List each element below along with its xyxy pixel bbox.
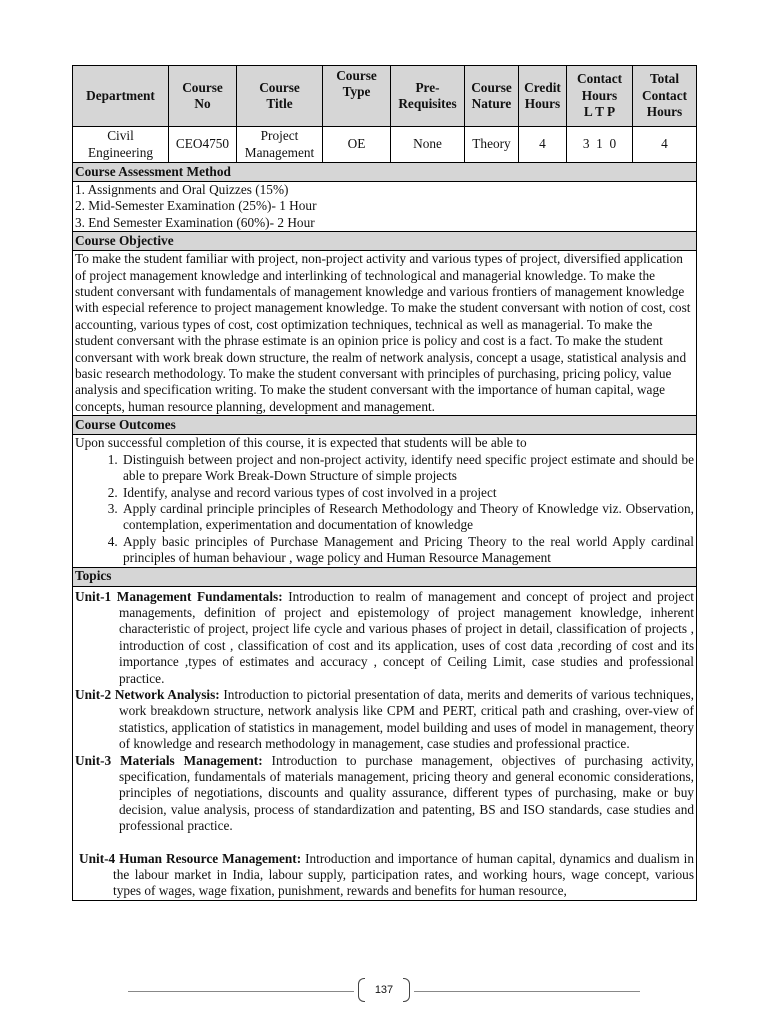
header-contact-hours: Contact Hours L T P — [567, 66, 633, 127]
header-prerequisites: Pre- Requisites — [391, 66, 465, 127]
outcome-item: 1. Distinguish between project and non-project activity, identify need specific project estimate and should be able to prepare Work Break-Down Structure of simple projects — [121, 452, 694, 485]
unit-1: Unit-1 Management Fundamentals: Introduction to realm of management and concept of project and project managements, definition of project and epistemology of project management knowledge, inherent characteristic of project, project life cycle and various phases of project in detail, classification of projects , introduction of cost , classification of cost and its application, uses of cost data ,recording of cost and its importance ,types of estimates and accuracy , concept of Ceiling Limit, case studies and professional practice. — [75, 588, 694, 686]
footer-rule-right — [414, 991, 640, 992]
outcome-item: 4. Apply basic principles of Purchase Management and Pricing Theory to the real world Apply cardinal principles of human behaviour , wage policy and Human Resource Management — [121, 534, 694, 567]
unit-3: Unit-3 Materials Management: Introduction to purchase management, objectives of purchasing activity, specification, fundamentals of materials management, pricing theory and general economic considerations, principles of negotiations, discounts and quality assurance, different types of purchasing, make or buy decision, value analysis, process of standardization and patenting, BS and ISO standards, case studies and professional practice. — [75, 752, 694, 834]
outcomes-list — [75, 452, 694, 567]
cell-course-no: CEO4750 — [169, 127, 237, 163]
table-header-row — [73, 66, 697, 127]
header-department: Department — [73, 66, 169, 127]
cell-credit-hours: 4 — [519, 127, 567, 163]
page-number-box — [358, 978, 410, 1002]
course-table — [72, 65, 697, 901]
assessment-item: 1. Assignments and Oral Quizzes (15%) — [75, 182, 289, 197]
cell-total-contact-hours: 4 — [633, 127, 697, 163]
outcomes-heading: Course Outcomes — [73, 416, 697, 435]
objective-heading: Course Objective — [73, 232, 697, 251]
topics-heading: Topics — [73, 567, 697, 586]
assessment-item: 3. End Semester Examination (60%)- 2 Hour — [75, 214, 315, 230]
outcomes-intro: Upon successful completion of this course, it is expected that students will be able to — [75, 435, 527, 451]
assessment-list — [73, 182, 697, 232]
footer-rule-left — [128, 991, 354, 992]
objective-text: To make the student familiar with project, non-project activity and various types of project, diversified application of project management knowledge and interlinking of technological and managerial knowledge. To make the student conversant with fundamentals of management knowledge and various frontiers of management knowledge with especial reference to project management knowledge. To make the student conversant with notion of cost, cost accounting, various types of cost, cost optimization techniques, technical as well as managerial. To make the student conversant with the phrase estimate is an opinion price is policy and cost is a fact. To make the student conversant with work break down structure, the realm of network analysis, concept a usage, statistical analysis and basic research methodology. To make the student conversant with principles of purchasing, pricing policy, value analysis and specification writing. To make the student conversant with the importance of human capital, wage concepts, human resource planning, development and management. — [73, 251, 697, 416]
cell-course-type: OE — [323, 127, 391, 163]
cell-ltp: 3 1 0 — [567, 127, 633, 163]
topics-block — [73, 586, 697, 900]
outcome-item: 2. Identify, analyse and record various types of cost involved in a project — [121, 485, 694, 501]
cell-department: Civil Engineering — [73, 127, 169, 163]
header-course-title: Course Title — [237, 66, 323, 127]
assessment-heading: Course Assessment Method — [73, 163, 697, 182]
unit-4: Unit-4 Human Resource Management: Introduction and importance of human capital, dynamics and dualism in the labour market in India, labour supply, participation rates, and working hours, wage concept, various types of wages, wage fixation, punishment, rewards and benefits for human resource, — [79, 850, 694, 899]
right-bracket-icon — [403, 978, 410, 1002]
header-course-type: Course Type — [323, 66, 391, 127]
unit-2: Unit-2 Network Analysis: Introduction to pictorial presentation of data, merits and demerits of various techniques, work breakdown structure, network analysis like CPM and PERT, critical path and crashing, over-view of statistics, application of statistics in management, model building and uses of model in management, theory of knowledge and research methodology in management, case studies and professional practice. — [75, 686, 695, 752]
page-footer — [128, 978, 640, 1004]
cell-course-nature: Theory — [465, 127, 519, 163]
left-bracket-icon — [358, 978, 365, 1002]
syllabus-page — [72, 65, 696, 901]
header-total-contact-hours: Total Contact Hours — [633, 66, 697, 127]
header-credit-hours: Credit Hours — [519, 66, 567, 127]
assessment-item: 2. Mid-Semester Examination (25%)- 1 Hour — [75, 198, 317, 214]
cell-prerequisites: None — [391, 127, 465, 163]
outcome-item: 3. Apply cardinal principle principles of Research Methodology and Theory of Knowledge viz. Observation, contemplation, experimentation and documentation of knowledge — [121, 501, 694, 534]
cell-course-title: Project Management — [237, 127, 323, 163]
course-row — [73, 127, 697, 163]
header-course-nature: Course Nature — [465, 66, 519, 127]
outcomes-block — [73, 435, 697, 567]
page-number: 137 — [374, 984, 394, 996]
header-course-no: Course No — [169, 66, 237, 127]
